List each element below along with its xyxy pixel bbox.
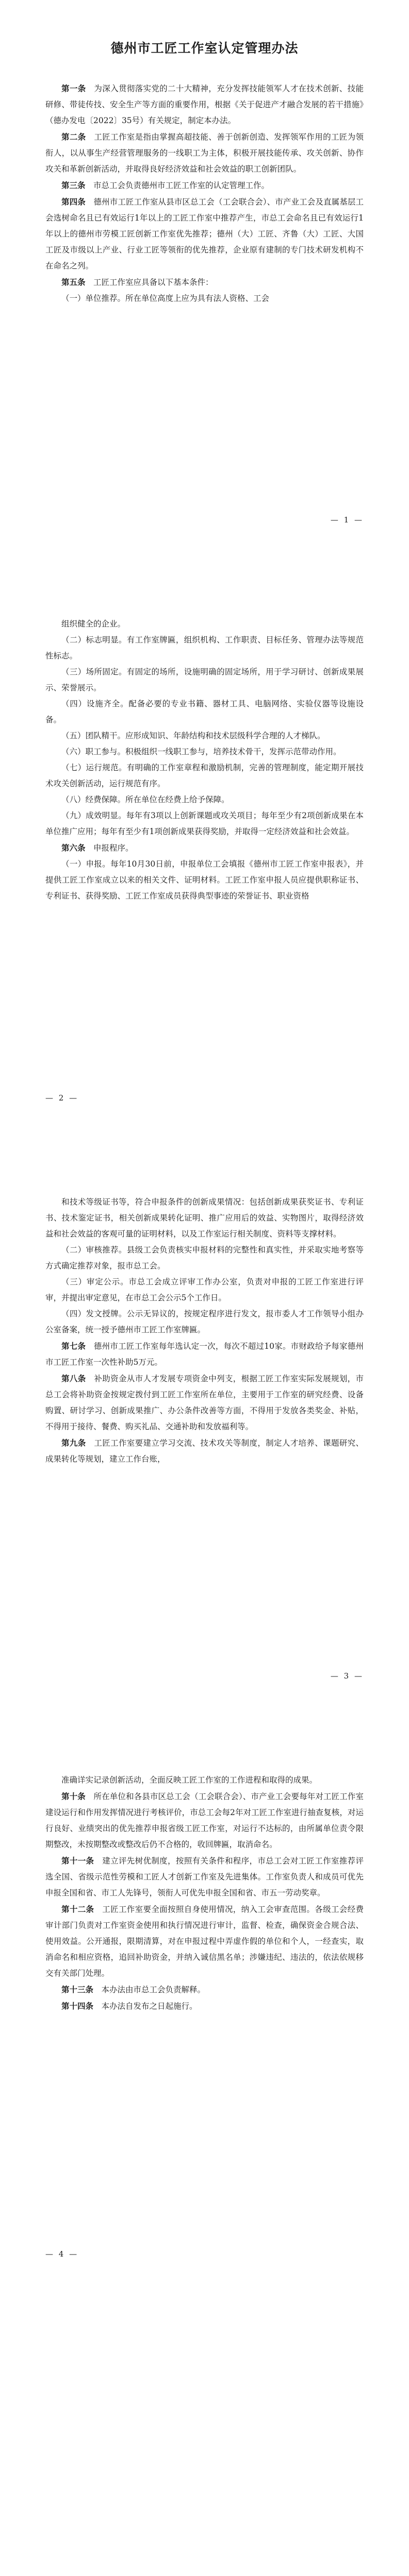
page-3-content bbox=[45, 1194, 364, 1467]
page-2-content bbox=[45, 616, 364, 904]
article-paragraph bbox=[45, 664, 364, 696]
page-2 bbox=[0, 578, 409, 1156]
article-paragraph bbox=[45, 616, 364, 632]
article-paragraph bbox=[45, 1194, 364, 1242]
article-text: （八）经费保障。所在单位在经费上给予保障。 bbox=[61, 795, 230, 804]
article-text: （四）发文授牌。公示无异议的，按规定程序进行发文，报市委人才工作领导小组办公室备案，统一授予德州市工匠工作室牌匾。 bbox=[45, 1309, 364, 1334]
page-5 bbox=[0, 2312, 409, 2576]
page-1 bbox=[0, 0, 409, 578]
article-paragraph bbox=[45, 1981, 364, 1998]
article-paragraph bbox=[45, 1242, 364, 1274]
article-text: （七）运行规范。有明确的工作室章程和激励机制，完善的管理制度，能定期开展技术攻关创新活动，运行规范有序。 bbox=[45, 763, 364, 788]
article-paragraph bbox=[45, 792, 364, 808]
article-number: 第十二条 bbox=[61, 1904, 94, 1914]
article-number: 第十三条 bbox=[61, 1985, 94, 1994]
page-4-content bbox=[45, 1772, 364, 2014]
article-paragraph bbox=[45, 1772, 364, 1788]
article-number: 第一条 bbox=[61, 83, 86, 93]
article-text: 补助资金从市人才发展专项资金中列支，根据工匠工作室实际发展规划，市总工会将补助资金按规定拨付到工匠工作室所在单位，主要用于工作室的研究经费、设备购置、研讨学习、创新成果推广、办公条件改善等方面，不得用于发放各类奖金、补贴，不得用于接待、餐费、购买礼品、交通补助和发放福利等。 bbox=[45, 1374, 364, 1431]
article-text: 申报程序。 bbox=[93, 843, 134, 853]
article-text: 组织健全的企业。 bbox=[61, 619, 126, 629]
article-paragraph bbox=[45, 808, 364, 840]
article-paragraph bbox=[45, 177, 364, 194]
page-number: — 3 — bbox=[330, 1671, 364, 1681]
page-number: — 4 — bbox=[45, 2249, 79, 2259]
article-text: 工匠工作室是指由掌握高超技能、善于创新创造、发挥领军作用的工匠为领衔人，以从事生产经营管理服务的一线职工为主体，积极开展技能传承、攻关创新、协作攻关和革新创新活动，并取得良好经济效益和社会效益的职工创新团队。 bbox=[45, 132, 364, 174]
article-paragraph bbox=[45, 1998, 364, 2014]
article-number: 第六条 bbox=[61, 843, 86, 853]
article-number: 第三条 bbox=[61, 180, 86, 190]
article-paragraph bbox=[45, 632, 364, 664]
page-number: — 1 — bbox=[330, 515, 364, 524]
article-text: （三）审定公示。市总工会成立评审工作办公室，负责对申报的工匠工作室进行评审，并提出审定意见，在市总工会公示5个工作日。 bbox=[45, 1277, 364, 1302]
article-text: 工匠工作室要全面按照自身使用情况，纳入工会审查范围。各级工会经费审计部门负责对工作室资金使用和执行情况进行审计，监督、检查，确保资金合规合法、使用效益。公开通报，限期清算，对在申报过程中弄虚作假的单位和个人，一经查实，取消命名和相应资格，追回补助资金，并纳入诚信黑名单；涉嫌违纪、违法的，依法依规移交有关部门处理。 bbox=[45, 1905, 364, 1978]
article-paragraph bbox=[45, 760, 364, 792]
article-paragraph bbox=[45, 1370, 364, 1435]
article-paragraph bbox=[45, 194, 364, 274]
article-text: （六）职工参与。积极组织一线职工参与，培养技术骨干，发挥示范带动作用。 bbox=[61, 747, 341, 756]
article-paragraph bbox=[45, 728, 364, 744]
article-text: （二）审核推荐。县级工会负责核实申报材料的完整性和真实性，并采取实地考察等方式确定推荐对象，报市总工会。 bbox=[45, 1245, 364, 1270]
article-text: 德州市工匠工作室从县市区总工会（工会联合会）、市产业工会及直属基层工会选树命名且已有效运行1年以上的工匠工作室中推荐产生，市总工会命名且已有效运行1年以上的德州市劳模工匠创新工作室优先推荐；德州（大）工匠、齐鲁（大）工匠、大国工匠及市级以上产业、行业工匠等领衔的优先推荐，企业原有建制的专门技术研发机构不在命名之列。 bbox=[45, 197, 364, 270]
article-paragraph bbox=[45, 1338, 364, 1370]
article-paragraph bbox=[45, 1901, 364, 1981]
page-4 bbox=[0, 1734, 409, 2312]
article-text: （四）设施齐全。配备必要的专业书籍、器材工具、电脑网络、实验仪器等设施设备。 bbox=[45, 699, 364, 724]
article-text: 德州市工匠工作室每年选认定一次，每次不超过10家。市财政给予每家德州市工匠工作室一次性补助5万元。 bbox=[45, 1342, 364, 1367]
article-paragraph bbox=[45, 274, 364, 291]
article-text: （一）单位推荐。所在单位高度上应为具有法人资格、工会 bbox=[61, 294, 270, 303]
article-text: 为深入贯彻落实党的二十大精神，充分发挥技能领军人才在技术创新、技能研修、带徒传技、安全生产等方面的重要作用，根据《关于促进产才融合发展的若干措施》（德办发电〔2022〕35号）有关规定，制定本办法。 bbox=[45, 84, 364, 125]
article-text: 和技术等级证书等，符合申报条件的创新成果情况：包括创新成果获奖证书、专利证书、技术鉴定证书，相关创新成果转化证明、推广应用后的效益、实物图片，取得经济效益和社会效益的客观可量的证明材料，以及工作室运行相关制度、资料等支撑材料。 bbox=[45, 1197, 364, 1239]
article-paragraph bbox=[45, 1306, 364, 1338]
page-1-content bbox=[45, 38, 364, 307]
article-number: 第七条 bbox=[61, 1341, 86, 1351]
article-text: （二）标志明显。有工作室牌匾，组织机构、工作职责、目标任务、管理办法等规范性标志。 bbox=[45, 635, 364, 660]
article-paragraph bbox=[45, 840, 364, 856]
article-text: 准确详实记录创新活动，全面反映工匠工作室的工作进程和取得的成果。 bbox=[61, 1775, 318, 1785]
article-text: 建立评先树优制度，按照有关条件和程序，市总工会对工匠工作室推荐评选全国、省级示范性劳模和工匠人才创新工作室及先进集体。工作室负责人和成员可优先申报全国和省、市工人先锋号，领衔人可优先申报全国和省、市五一劳动奖章。 bbox=[45, 1856, 364, 1897]
article-number: 第九条 bbox=[61, 1438, 86, 1448]
article-number: 第八条 bbox=[61, 1374, 86, 1383]
article-text: 本办法自发布之日起施行。 bbox=[101, 2002, 198, 2011]
article-text: （三）场所固定。有固定的场所，设施明确的固定场所，用于学习研讨、创新成果展示、荣誉展示。 bbox=[45, 667, 364, 692]
article-paragraph bbox=[45, 1788, 364, 1853]
article-paragraph bbox=[45, 80, 364, 129]
article-number: 第十四条 bbox=[61, 2001, 94, 2011]
article-text: （五）团队精干。应形成知识、年龄结构和技术层级科学合理的人才梯队。 bbox=[61, 731, 325, 740]
article-text: （九）成效明显。每年有3项以上创新课题或攻关项目；每年至少有2项创新成果在本单位推广应用；每年有至少有1项创新成果获得奖励，并取得一定经济效益和社会效益。 bbox=[45, 811, 364, 836]
article-paragraph bbox=[45, 856, 364, 904]
article-paragraph bbox=[45, 1853, 364, 1901]
article-text: 工匠工作室应具备以下基本条件： bbox=[93, 278, 214, 287]
article-number: 第四条 bbox=[61, 197, 86, 207]
article-number: 第十条 bbox=[61, 1791, 86, 1801]
page-number: — 2 — bbox=[45, 1093, 79, 1103]
document-title: 德州市工匠工作室认定管理办法 bbox=[110, 41, 299, 56]
article-paragraph bbox=[45, 1274, 364, 1306]
article-text: 本办法由市总工会负责解释。 bbox=[101, 1985, 206, 1994]
article-number: 第二条 bbox=[61, 132, 86, 142]
article-paragraph bbox=[45, 291, 364, 307]
article-text: 市总工会负责德州市工匠工作室的认定管理工作。 bbox=[93, 181, 270, 190]
article-number: 第十一条 bbox=[61, 1856, 94, 1866]
article-text: 所在单位和各县市区总工会（工会联合会）、市产业工会要每年对工匠工作室建设运行和作用发挥情况进行考核评价，市总工会每2年对工匠工作室进行抽查复核，对运行良好、业绩突出的优先推荐申报省级工匠工作室，对运行不达标的，由所属单位责令限期整改，未按期整改或整改后仍不合格的，收回牌匾，取消命名。 bbox=[45, 1792, 364, 1849]
article-text: （一）申报。每年10月30日前，申报单位工会填报《德州市工匠工作室申报表》，并提供工匠工作室成立以来的相关文件、证明材料。工匠工作室申报人员应提供职称证书、专利证书、获得奖励、工匠工作室成员获得典型事迹的荣誉证书、职业资格 bbox=[45, 859, 364, 901]
article-text: 工匠工作室要建立学习交流、技术攻关等制度，制定人才培养、课题研究、成果转化等规划，建立工作台账， bbox=[45, 1438, 364, 1464]
page-3 bbox=[0, 1156, 409, 1734]
article-paragraph bbox=[45, 129, 364, 177]
article-paragraph bbox=[45, 696, 364, 728]
article-paragraph bbox=[45, 1435, 364, 1467]
article-paragraph bbox=[45, 744, 364, 760]
article-number: 第五条 bbox=[61, 277, 86, 287]
